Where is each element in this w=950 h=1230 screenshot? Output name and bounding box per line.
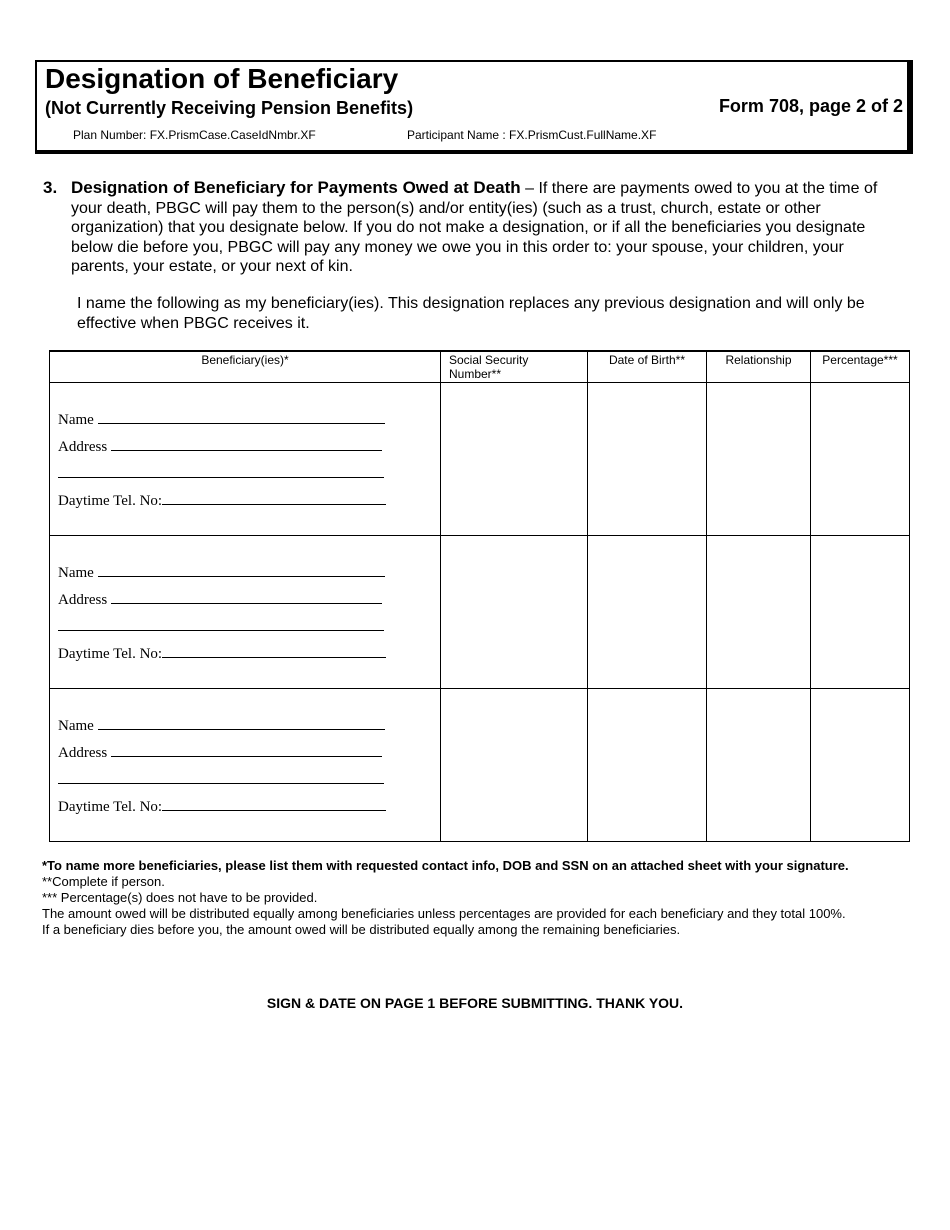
col-beneficiaries: Beneficiary(ies)* [50,351,441,383]
address-field[interactable] [111,436,382,451]
table-row [50,689,910,842]
address-label: Address [58,745,108,761]
section-heading: Designation of Beneficiary for Payments Owed at Death [71,178,521,197]
plan-number: Plan Number: FX.PrismCase.CaseIdNmbr.XF [73,128,316,142]
tel-field[interactable] [162,490,386,505]
dob-cell[interactable] [588,536,707,689]
name-field[interactable] [98,409,385,424]
relationship-cell[interactable] [707,689,811,842]
section-body: – If there are payments owed to you at the time of your death, PBGC will pay them to the person(s) and/or entity(ies) (such as a trust, church, estate or other organization) that you designate below. If you do not make a designation, or if all the beneficiaries you designate below die before you, PBGC will pay any money we owe you in this order to: your spouse, your children, your parents, your estate, or your next of kin. [71,180,878,275]
address-line-2[interactable] [58,616,384,631]
beneficiary-info-cell[interactable] [50,383,441,536]
percentage-cell[interactable] [811,536,910,689]
beneficiary-info-cell[interactable] [50,536,441,689]
col-dob: Date of Birth** [588,351,707,383]
tel-field[interactable] [162,796,386,811]
percentage-cell[interactable] [811,383,910,536]
address-line-2[interactable] [58,769,384,784]
designation-statement: I name the following as my beneficiary(ies). This designation replaces any previous designation and will only be effective when PBGC receives it. [77,295,865,332]
form-subtitle: (Not Currently Receiving Pension Benefits) [45,98,414,118]
name-label: Name [58,718,94,734]
address-label: Address [58,439,108,455]
address-label: Address [58,592,108,608]
name-field[interactable] [98,715,385,730]
form-page-indicator: Form 708, page 2 of 2 [718,96,903,116]
dob-cell[interactable] [588,383,707,536]
section-number: 3. [43,178,58,197]
address-field[interactable] [111,742,382,757]
tel-field[interactable] [162,643,386,658]
name-label: Name [58,412,94,428]
tel-label: Daytime Tel. No: [58,799,163,815]
dob-cell[interactable] [588,689,707,842]
table-header-row [50,351,910,383]
form-title: Designation of Beneficiary [45,63,399,94]
relationship-cell[interactable] [707,536,811,689]
section-text [71,178,901,277]
ssn-cell[interactable] [441,383,588,536]
beneficiary-info-cell[interactable] [50,689,441,842]
participant-name: Participant Name : FX.PrismCust.FullName.XF [407,128,657,142]
note-percentage: *** Percentage(s) does not have to be provided. [42,890,318,905]
closing-instruction: SIGN & DATE ON PAGE 1 BEFORE SUBMITTING. THANK YOU. [266,995,684,1011]
table-row [50,383,910,536]
note-beneficiary-dies: If a beneficiary dies before you, the amount owed will be distributed equally among the remaining beneficiaries. [42,922,681,937]
name-label: Name [58,565,94,581]
col-percentage: Percentage*** [811,351,910,383]
relationship-cell[interactable] [707,383,811,536]
tel-label: Daytime Tel. No: [58,493,163,509]
form-header [35,60,913,154]
footnotes [42,858,912,938]
name-field[interactable] [98,562,385,577]
tel-label: Daytime Tel. No: [58,646,163,662]
table-row [50,536,910,689]
col-ssn: Social Security Number** [441,351,588,383]
ssn-cell[interactable] [441,536,588,689]
note-distribution: The amount owed will be distributed equally among beneficiaries unless percentages are provided for each beneficiary and they total 100%. [42,906,846,921]
percentage-cell[interactable] [811,689,910,842]
col-relationship: Relationship [707,351,811,383]
note-more-beneficiaries: *To name more beneficiaries, please list them with requested contact info, DOB and SSN on an attached sheet with your signature. [42,858,849,873]
address-line-2[interactable] [58,463,384,478]
address-field[interactable] [111,589,382,604]
beneficiary-table [49,350,910,842]
note-complete-if-person: **Complete if person. [42,874,165,889]
ssn-cell[interactable] [441,689,588,842]
